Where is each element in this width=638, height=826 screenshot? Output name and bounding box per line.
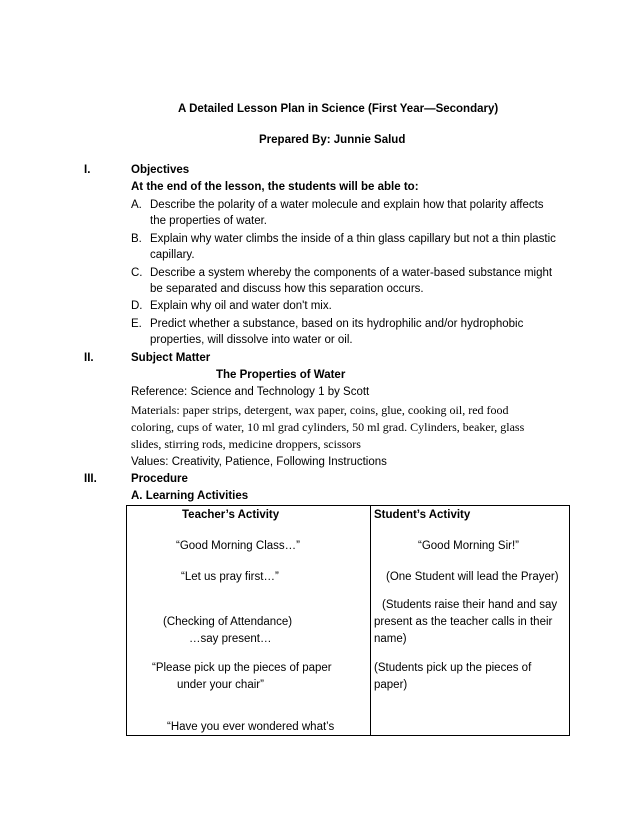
student-line-greeting: “Good Morning Sir!” [418, 540, 519, 552]
section-heading-procedure: Procedure [131, 473, 188, 485]
objective-c-line1: Describe a system whereby the components of a water-based substance might [150, 267, 553, 279]
student-activity-cell [371, 506, 570, 736]
objective-a-line2: the properties of water. [150, 215, 267, 227]
student-line-pick-up-2: paper) [374, 679, 408, 691]
subject-materials-line2: coloring, cups of water, 10 ml grad cylinders, 50 ml grad. Cylinders, beaker, glass [131, 420, 525, 434]
activities-table [126, 505, 570, 736]
objective-letter-a: A. [131, 199, 142, 211]
objective-d-line1: Explain why oil and water don't mix. [150, 300, 332, 312]
section-heading-objectives: Objectives [131, 164, 190, 176]
objective-letter-b: B. [131, 233, 142, 245]
teacher-line-attendance: (Checking of Attendance) [163, 616, 293, 628]
objective-letter-e: E. [131, 318, 142, 330]
subject-reference: Reference: Science and Technology 1 by Scott [131, 386, 370, 398]
objective-e-line2: properties, will dissolve into water or oil. [150, 334, 353, 346]
student-line-prayer: (One Student will lead the Prayer) [386, 571, 559, 583]
subject-materials-line1: Materials: paper strips, detergent, wax paper, coins, glue, cooking oil, red food [131, 403, 509, 417]
objectives-intro: At the end of the lesson, the students will be able to: [131, 181, 419, 193]
teacher-line-prayer: “Let us pray first…” [181, 571, 279, 583]
teacher-line-pick-up-2: under your chair” [177, 679, 264, 691]
learning-activities-heading: A. Learning Activities [131, 490, 249, 502]
prepared-by: Prepared By: Junnie Salud [259, 134, 406, 146]
student-line-raise-hand-3: name) [374, 633, 407, 645]
objective-e-line1: Predict whether a substance, based on its hydrophilic and/or hydrophobic [150, 318, 524, 330]
subject-topic: The Properties of Water [216, 369, 346, 381]
objective-b-line1: Explain why water climbs the inside of a thin glass capillary but not a thin plastic [150, 233, 556, 245]
student-line-raise-hand-1: (Students raise their hand and say [382, 599, 558, 611]
objective-letter-d: D. [131, 300, 143, 312]
section-numeral-2: II. [84, 352, 94, 364]
student-activity-header: Student’s Activity [374, 509, 471, 521]
objective-letter-c: C. [131, 267, 143, 279]
objective-b-line2: capillary. [150, 249, 195, 261]
subject-values: Values: Creativity, Patience, Following Instructions [131, 456, 387, 468]
section-heading-subject-matter: Subject Matter [131, 352, 211, 364]
teacher-line-pick-up-1: “Please pick up the pieces of paper [152, 662, 332, 674]
teacher-line-say-present: …say present… [189, 633, 272, 645]
document-title: A Detailed Lesson Plan in Science (First Year—Secondary) [178, 103, 499, 115]
objective-a-line1: Describe the polarity of a water molecule and explain how that polarity affects [150, 199, 544, 211]
subject-materials-line3: slides, stirring rods, medicine droppers, scissors [131, 437, 361, 451]
section-numeral-3: III. [84, 473, 97, 485]
teacher-activity-cell [127, 506, 371, 736]
teacher-activity-header: Teacher’s Activity [182, 509, 280, 521]
teacher-line-wondered: “Have you ever wondered what’s [167, 721, 335, 733]
student-line-pick-up-1: (Students pick up the pieces of [374, 662, 532, 674]
section-numeral-1: I. [84, 164, 91, 176]
objective-c-line2: be separated and discuss how this separation occurs. [150, 283, 424, 295]
student-line-raise-hand-2: present as the teacher calls in their [374, 616, 553, 628]
teacher-line-greeting: “Good Morning Class…” [176, 540, 300, 552]
